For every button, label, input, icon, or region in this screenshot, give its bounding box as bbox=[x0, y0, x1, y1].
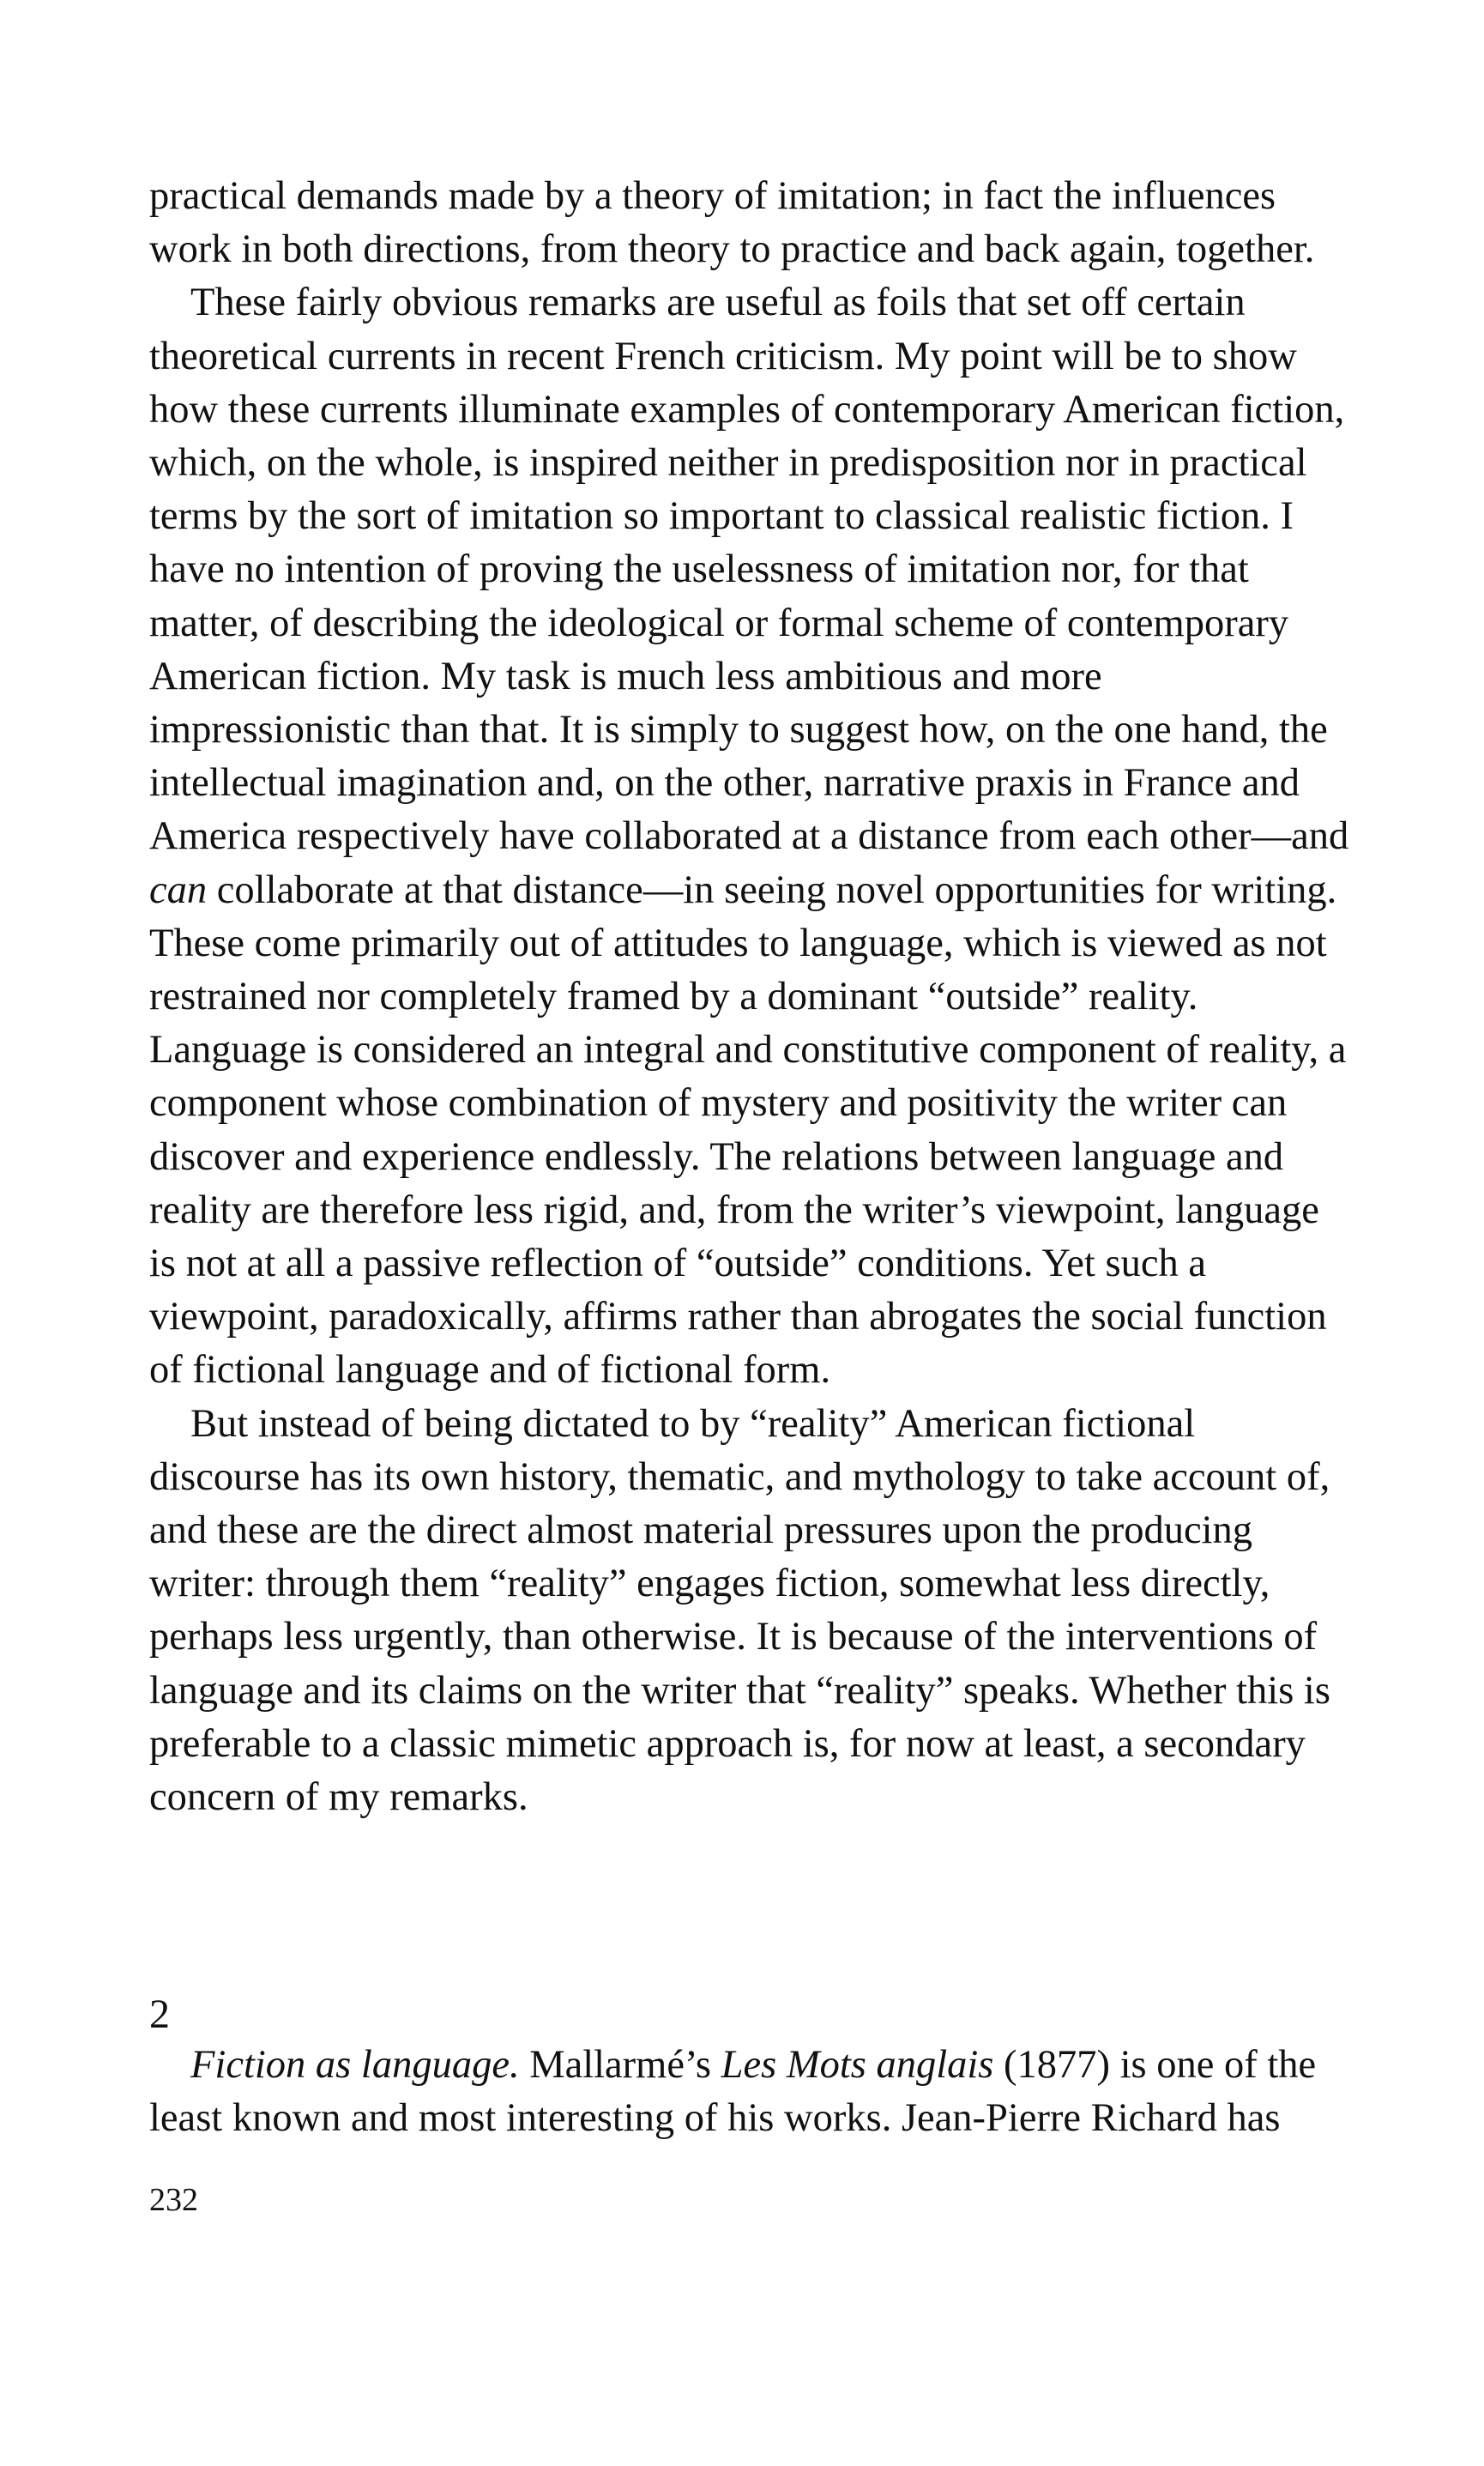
text-run: These fairly obvious remarks are useful as foils that set off certain theoretical currents in recent French criticism. My point will be to show how these currents illuminate examples of contemporary American fiction, which, on the whole, is inspired neither in predisposition nor in practical terms by the sort of imitation so important to classical realistic fiction. I have no intention of proving the uselessness of imitation nor, for that matter, of describing the ideological or formal scheme of contemporary American fiction. My task is much less ambitious and more impressionistic than that. It is simply to suggest how, on the one hand, the intellectual imagination and, on the other, narrative praxis in France and America respectively have collaborated at a distance from each other—and bbox=[149, 281, 1349, 859]
text-run: (1877) is one of the least known and most interesting of his works. Jean-Pierre Richard has bbox=[149, 2043, 1317, 2141]
text-run: collaborate at that distance—in seeing novel opportunities for writing. These come primarily out of attitudes to language, which is viewed as not restrained nor completely framed by a dominant “outside” reality. Language is considered an integral and constitutive component of reality, a component whose combination of mystery and positivity the writer can discover and experience endlessly. The relations between language and reality are therefore less rigid, and, from the writer’s viewpoint, language is not at all a passive reflection of “outside” conditions. Yet such a viewpoint, paradoxically, affirms rather than abrogates the social function of fictional language and of fictional form. bbox=[149, 867, 1347, 1393]
italic-text: can bbox=[149, 867, 208, 912]
text-run: practical demands made by a theory of imitation; in fact the influences work in both directions, from theory to practice and back again, together. bbox=[149, 174, 1315, 272]
section-number: 2 bbox=[149, 1992, 170, 2037]
paragraph-3 bbox=[149, 1398, 1350, 1825]
italic-text: Les Mots anglais bbox=[721, 2043, 994, 2087]
text-run: Mallarmé’s bbox=[519, 2043, 721, 2087]
body-text bbox=[149, 170, 1350, 1824]
paragraph-1 bbox=[149, 170, 1350, 276]
italic-text: Fiction as language. bbox=[190, 2043, 520, 2087]
section-opening-paragraph bbox=[149, 2039, 1350, 2145]
page-number: 232 bbox=[149, 2182, 198, 2218]
paragraph-2 bbox=[149, 276, 1350, 1397]
text-run: But instead of being dictated to by “reality” American fictional discourse has its own history, thematic, and mythology to take account of, and these are the direct almost material pressures upon the producing writer: through them “reality” engages fiction, somewhat less directly, perhaps less urgently, than otherwise. It is because of the interventions of language and its claims on the writer that “reality” speaks. Whether this is preferable to a classic mimetic approach is, for now at least, a secondary concern of my remarks. bbox=[149, 1401, 1330, 1820]
